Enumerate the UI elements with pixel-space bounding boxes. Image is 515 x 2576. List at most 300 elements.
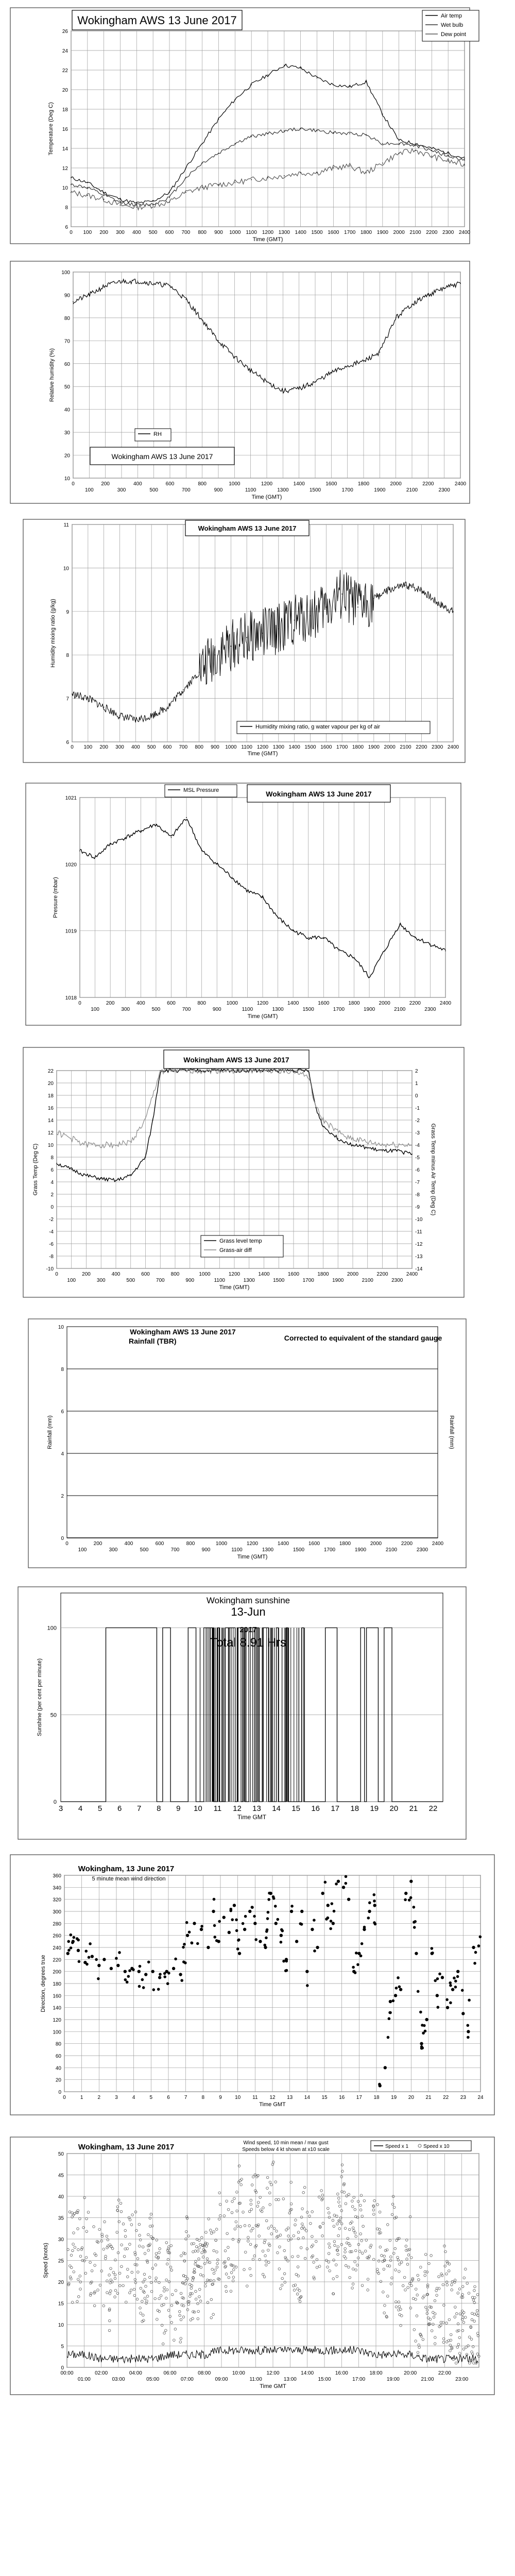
wdir-point [367,1917,370,1920]
rh-xtick-label: 2000 [390,481,402,487]
rain-chart-title: Wokingham AWS 13 June 2017 [130,1328,236,1336]
temp-point [87,182,88,183]
wdir-point [163,1975,166,1978]
press-point [323,937,324,938]
wdir-point [337,1879,340,1883]
wdir-point [116,1964,119,1967]
temp-ytick-label: 18 [62,107,68,113]
mix-xtick-label: 400 [131,744,140,750]
press-point [216,863,217,865]
grass-point [293,1070,294,1071]
wdir-xtick-label: 19 [391,2095,397,2100]
grass-legend-label: Grass level temp [219,1238,262,1244]
wspd-xtick-label: 21:00 [421,2377,434,2382]
mix-xtick-label: 700 [179,744,188,750]
rh-xtick-label: 1600 [325,481,337,487]
wdir-point [180,1979,183,1982]
rh-ytick-label: 70 [64,338,70,345]
rain-ytick-label: 10 [58,1325,64,1330]
wdir-ytick-label: 100 [53,2029,61,2036]
rain-ytick-label: 0 [61,1536,64,1541]
temp-xtick-label: 1500 [311,230,323,235]
grass-yaxis-label: Grass Temp (Deg C) [32,1143,39,1196]
rh-xtick-label: 1400 [293,481,305,487]
wdir-point [242,1922,245,1925]
wdir-ytick-label: 260 [53,1933,61,1939]
rain-chart-subtitle: Rainfall (TBR) [129,1337,177,1345]
mix-legend-label: Humidity mixing ratio, g water vapour per kg of air [255,724,381,730]
mix-xtick-label: 2400 [447,744,459,750]
rh-xtick-label: 1300 [277,487,289,493]
wdir-point [420,2042,423,2045]
rh-point [363,361,364,362]
wdir-point [151,1970,154,1973]
wdir-point [454,1980,457,1983]
wdir-point [473,1962,476,1965]
wdir-ytick-label: 140 [53,2005,61,2011]
wdir-point [218,1920,221,1923]
temp-ytick-label: 14 [62,146,68,152]
wdir-point [238,1952,241,1955]
sun-xtick-label: 15 [291,1804,300,1813]
wdir-point [280,1928,283,1931]
grass-point [56,1163,57,1164]
press-xtick-label: 2100 [394,1007,406,1012]
press-point [338,951,339,952]
press-xtick-label: 2400 [439,1001,452,1006]
press-point [262,897,263,898]
temp-xtick-label: 0 [70,230,73,235]
wdir-ytick-label: 240 [53,1945,61,1951]
grass-point [308,1070,309,1071]
wdir-point [233,1904,236,1907]
wdir-point [398,1985,401,1988]
press-xtick-label: 300 [121,1007,130,1012]
wdir-point [474,1951,477,1954]
wdir-point [345,1882,348,1885]
temp-point [152,201,153,202]
wdir-point [207,1946,210,1949]
wdir-ytick-label: 320 [53,1897,61,1903]
wdir-point [158,1976,161,1979]
mix-xtick-label: 2200 [416,744,427,750]
rain-xtick-label: 800 [186,1541,195,1547]
rain-xtick-label: 200 [93,1541,102,1547]
rain-xtick-label: 1000 [215,1541,228,1547]
grass-xtick-label: 1000 [199,1272,211,1277]
grass-y2axis-label: Grass Temp minus Air Temp (Deg C) [430,1123,436,1216]
wdir-point [330,1902,333,1905]
wspd-xtick-label: 04:00 [129,2370,142,2376]
wdir-point [141,1978,144,1981]
temp-point [415,145,416,146]
wdir-point [268,1892,271,1895]
temp-xtick-label: 300 [116,230,125,235]
temp-point [251,84,252,86]
wdir-xtick-label: 5 [149,2095,153,2100]
wspd-xtick-label: 13:00 [283,2377,297,2382]
press-point [186,817,187,818]
wdir-point [200,1925,203,1928]
temp-point [448,161,449,162]
temp-point [104,199,105,200]
wdir-point [409,1896,413,1900]
temp-point [300,67,301,69]
wdir-point [285,1960,288,1963]
sun-yaxis-label: Sunshine (per cent per minute) [37,1658,43,1737]
wdir-point [389,2000,392,2003]
wdir-point [434,1979,437,1982]
temp-xtick-label: 2300 [442,230,454,235]
wdir-point [88,1956,91,1959]
rh-xtick-label: 1100 [245,487,256,493]
grass-y2tick-label: -4 [415,1143,420,1148]
temp-point [415,150,416,151]
grass-y2tick-label: -5 [415,1155,420,1161]
mix-point [104,707,105,708]
temp-xtick-label: 1300 [278,230,290,235]
temp-point [431,148,432,149]
grass-point [411,1154,413,1155]
press-xtick-label: 1700 [333,1007,345,1012]
wdir-point [127,1975,130,1978]
grass-xtick-label: 200 [82,1272,91,1277]
wdir-point [363,1926,366,1929]
temp-point [317,173,318,174]
sun-chart-title: Wokingham sunshine [206,1596,290,1605]
wdir-point [200,1928,203,1931]
wdir-point [388,2017,391,2020]
rain-ytick-label: 4 [61,1451,64,1457]
wdir-point [84,1950,88,1953]
temp-point [464,158,465,159]
wspd-xtick-label: 05:00 [146,2377,160,2382]
temp-point [202,163,203,164]
wdir-point [295,1940,298,1943]
wdir-point [70,1934,73,1937]
sun-xtick-label: 17 [331,1804,340,1813]
press-point [171,837,172,838]
wdir-point [72,1936,75,1939]
grass-ytick-label: 20 [47,1081,54,1087]
grass-point [160,1070,161,1071]
wspd-chart-subtitle-1: Wind speed, 10 min mean / max gust [243,2140,329,2146]
wdir-ytick-label: 340 [53,1885,61,1891]
wdir-point [321,1892,324,1895]
wdir-point [330,1920,333,1923]
mix-point [389,589,390,590]
mix-point [262,633,263,634]
rain-xtick-label: 1500 [293,1547,305,1553]
press-point [369,977,370,978]
wdir-point [259,1940,262,1943]
rh-xtick-label: 400 [133,481,142,487]
mix-point [135,720,136,721]
temp-point [366,81,367,82]
sun-xtick-label: 19 [370,1804,379,1813]
mix-xtick-label: 1400 [288,744,300,750]
rh-yaxis-label: Relative humidity (%) [49,348,55,402]
grass-legend-label: Grass-air diff [219,1247,252,1253]
wdir-point [284,1969,287,1972]
press-point [79,851,80,852]
temp-point [136,205,137,206]
wdir-point [451,1988,454,1991]
grass-ytick-label: -4 [49,1229,54,1235]
wdir-point [392,1999,395,2003]
wdir-point [290,1910,293,1913]
grass-ytick-label: 22 [47,1069,54,1074]
rh-point [411,303,413,304]
mix-point [246,637,247,638]
temp-ytick-label: 16 [62,127,68,132]
rh-ytick-label: 50 [64,384,70,391]
wdir-point [387,2036,390,2039]
press-xtick-label: 800 [197,1001,207,1006]
wspd-ytick-label: 15 [58,2301,64,2307]
wspd-xtick-label: 00:00 [60,2370,74,2376]
wdir-point [67,1949,71,1952]
press-xtick-label: 2200 [409,1001,421,1006]
grass-point [145,1157,146,1158]
wdir-xaxis-label: Time GMT [259,2102,286,2108]
temp-xtick-label: 2000 [393,230,405,235]
rh-point [234,357,235,358]
rain-xtick-label: 700 [170,1547,180,1553]
sun-ytick-label: 50 [50,1712,57,1719]
wdir-point [360,1942,364,1945]
grass-y2tick-label: 1 [415,1081,418,1087]
rh-ytick-label: 40 [64,407,70,413]
rain-xtick-label: 400 [124,1541,133,1547]
press-point [247,890,248,891]
grass-point [397,1150,398,1151]
grass-y2tick-label: -1 [415,1106,420,1111]
wdir-point [139,1965,142,1968]
wdir-point [316,1946,319,1949]
wdir-point [263,1944,266,1947]
rh-xtick-label: 2400 [454,481,467,487]
temp-point [349,86,350,87]
wdir-point [144,1973,147,1976]
rh-chart-title: Wokingham AWS 13 June 2017 [111,452,213,461]
wspd-xtick-label: 16:00 [335,2370,348,2376]
temp-xtick-label: 1100 [246,230,257,235]
wdir-xtick-label: 15 [321,2095,328,2100]
wdir-ytick-label: 200 [53,1969,61,1975]
temp-point [399,143,400,144]
wspd-legend-label: Speed x 1 [385,2144,409,2149]
temp-xtick-label: 1900 [376,230,388,235]
grass-ytick-label: -8 [49,1254,54,1260]
grass-xtick-label: 1900 [332,1278,344,1283]
press-chart-title: Wokingham AWS 13 June 2017 [266,790,372,798]
wdir-point [436,1994,439,1997]
grass-xtick-label: 1300 [243,1278,255,1283]
wdir-point [300,1923,303,1926]
wspd-ytick-label: 20 [58,2280,64,2285]
wdir-point [325,1918,328,1921]
temp-point [136,203,137,204]
rh-point [299,388,300,389]
wdir-point [229,1909,232,1912]
wdir-point [422,2031,425,2035]
rain-xtick-label: 2400 [432,1541,444,1547]
temp-point [169,202,170,203]
rain-xtick-label: 0 [65,1541,68,1547]
wdir-point [253,1915,256,1918]
press-yaxis-label: Pressure (mbar) [53,877,59,918]
wdir-xtick-label: 4 [132,2095,135,2100]
temp-point [169,192,170,193]
wdir-point [356,1963,359,1966]
rh-ytick-label: 80 [64,315,70,321]
mix-xtick-label: 100 [83,744,93,750]
temp-point [284,130,285,131]
temp-point [382,143,383,144]
wdir-ytick-label: 80 [55,2041,61,2047]
grass-y2tick-label: -3 [415,1130,420,1136]
wdir-xtick-label: 18 [373,2095,380,2100]
sun-xtick-label: 5 [97,1804,102,1813]
wdir-point [305,1970,308,1973]
grass-point [352,1144,353,1145]
grass-ytick-label: 8 [50,1155,54,1161]
temp-point [464,160,465,161]
temp-yaxis-label: Temperature (Deg C) [48,102,54,156]
press-xtick-label: 1200 [256,1001,269,1006]
grass-point [100,1178,101,1179]
wdir-point [272,1897,276,1900]
wdir-point [431,1952,434,1955]
rh-ytick-label: 60 [64,361,70,367]
mix-xtick-label: 2100 [400,744,411,750]
temp-ytick-label: 12 [62,166,68,172]
wdir-xtick-label: 12 [269,2095,276,2100]
temp-point [169,197,170,198]
wdir-point [142,1986,145,1989]
wspd-xtick-label: 20:00 [404,2370,417,2376]
grass-y2tick-label: 0 [415,1093,418,1099]
rh-xtick-label: 1500 [309,487,321,493]
grass-xtick-label: 2100 [362,1278,373,1283]
wdir-xtick-label: 20 [408,2095,414,2100]
mix-point [373,598,374,599]
mix-point [453,611,454,612]
temp-point [218,184,219,185]
sun-xaxis-label: Time GMT [237,1814,267,1821]
temp-point [317,77,318,78]
press-xtick-label: 0 [78,1001,81,1006]
wdir-point [172,1967,175,1970]
grass-point [382,1150,383,1151]
wdir-point [347,1897,350,1901]
grass-xtick-label: 1400 [258,1272,270,1277]
wdir-point [394,1994,397,1997]
wdir-point [185,1921,188,1924]
rh-point [427,295,428,296]
press-xtick-label: 1800 [348,1001,360,1006]
wdir-chart-subtitle: 5 minute mean wind direction [92,1876,166,1882]
rh-point [396,317,397,318]
sun-xtick-label: 18 [350,1804,359,1813]
temp-xtick-label: 1000 [229,230,241,235]
wdir-point [404,1892,407,1895]
temp-point [104,195,105,196]
wdir-point [276,1918,279,1921]
mix-xtick-label: 900 [211,744,219,750]
grass-ytick-label: 14 [47,1118,54,1124]
sun-xtick-label: 6 [117,1804,122,1813]
sun-xtick-label: 20 [389,1804,399,1813]
mix-point [278,629,279,630]
mix-xtick-label: 1900 [368,744,380,750]
press-xtick-label: 2300 [424,1007,436,1012]
wdir-point [132,1968,135,1971]
wdir-point [182,1946,185,1949]
wdir-point [174,1958,177,1961]
wspd-ytick-label: 40 [58,2194,64,2200]
mix-point [437,602,438,603]
wdir-point [352,1966,355,1969]
wdir-ytick-label: 20 [55,2077,61,2083]
wdir-point [190,1941,193,1944]
wspd-xtick-label: 01:00 [77,2377,91,2382]
mix-point [421,589,422,590]
wdir-point [183,1943,186,1946]
wdir-point [456,1975,459,1978]
press-point [140,831,141,832]
press-point [308,937,309,938]
press-xtick-label: 500 [151,1007,161,1012]
mix-xtick-label: 1000 [225,744,237,750]
wdir-point [138,1985,141,1988]
sun-plot-area [61,1593,443,1802]
temp-point [431,156,432,157]
mix-point [72,693,73,694]
temp-point [366,173,367,174]
wspd-xtick-label: 08:00 [198,2370,211,2376]
wdir-point [329,1927,332,1930]
wdir-point [231,1918,234,1921]
temp-point [71,192,72,193]
wdir-point [124,1978,127,1981]
temp-ytick-label: 20 [62,88,68,93]
press-ytick-label: 1021 [65,795,77,801]
wdir-point [186,1934,189,1937]
wdir-xtick-label: 24 [477,2095,484,2100]
rh-xtick-label: 300 [117,487,126,493]
wdir-point [102,1958,106,1961]
grass-ytick-label: -10 [46,1266,54,1272]
sun-xtick-label: 10 [194,1804,202,1813]
wdir-point [313,1950,316,1953]
rh-point [137,281,138,282]
grass-ytick-label: -6 [49,1242,54,1247]
grass-y2tick-label: -6 [415,1167,420,1173]
mix-xtick-label: 1200 [256,744,269,750]
wdir-point [332,1922,335,1925]
wdir-point [118,1951,121,1954]
wdir-point [228,1931,231,1934]
wdir-point [213,1924,216,1927]
wdir-point [368,1910,371,1913]
grass-xtick-label: 1100 [214,1278,226,1283]
temp-ytick-label: 24 [62,48,68,54]
rain-xtick-label: 900 [201,1547,211,1553]
wdir-point [306,1984,309,1987]
temp-point [202,143,203,144]
